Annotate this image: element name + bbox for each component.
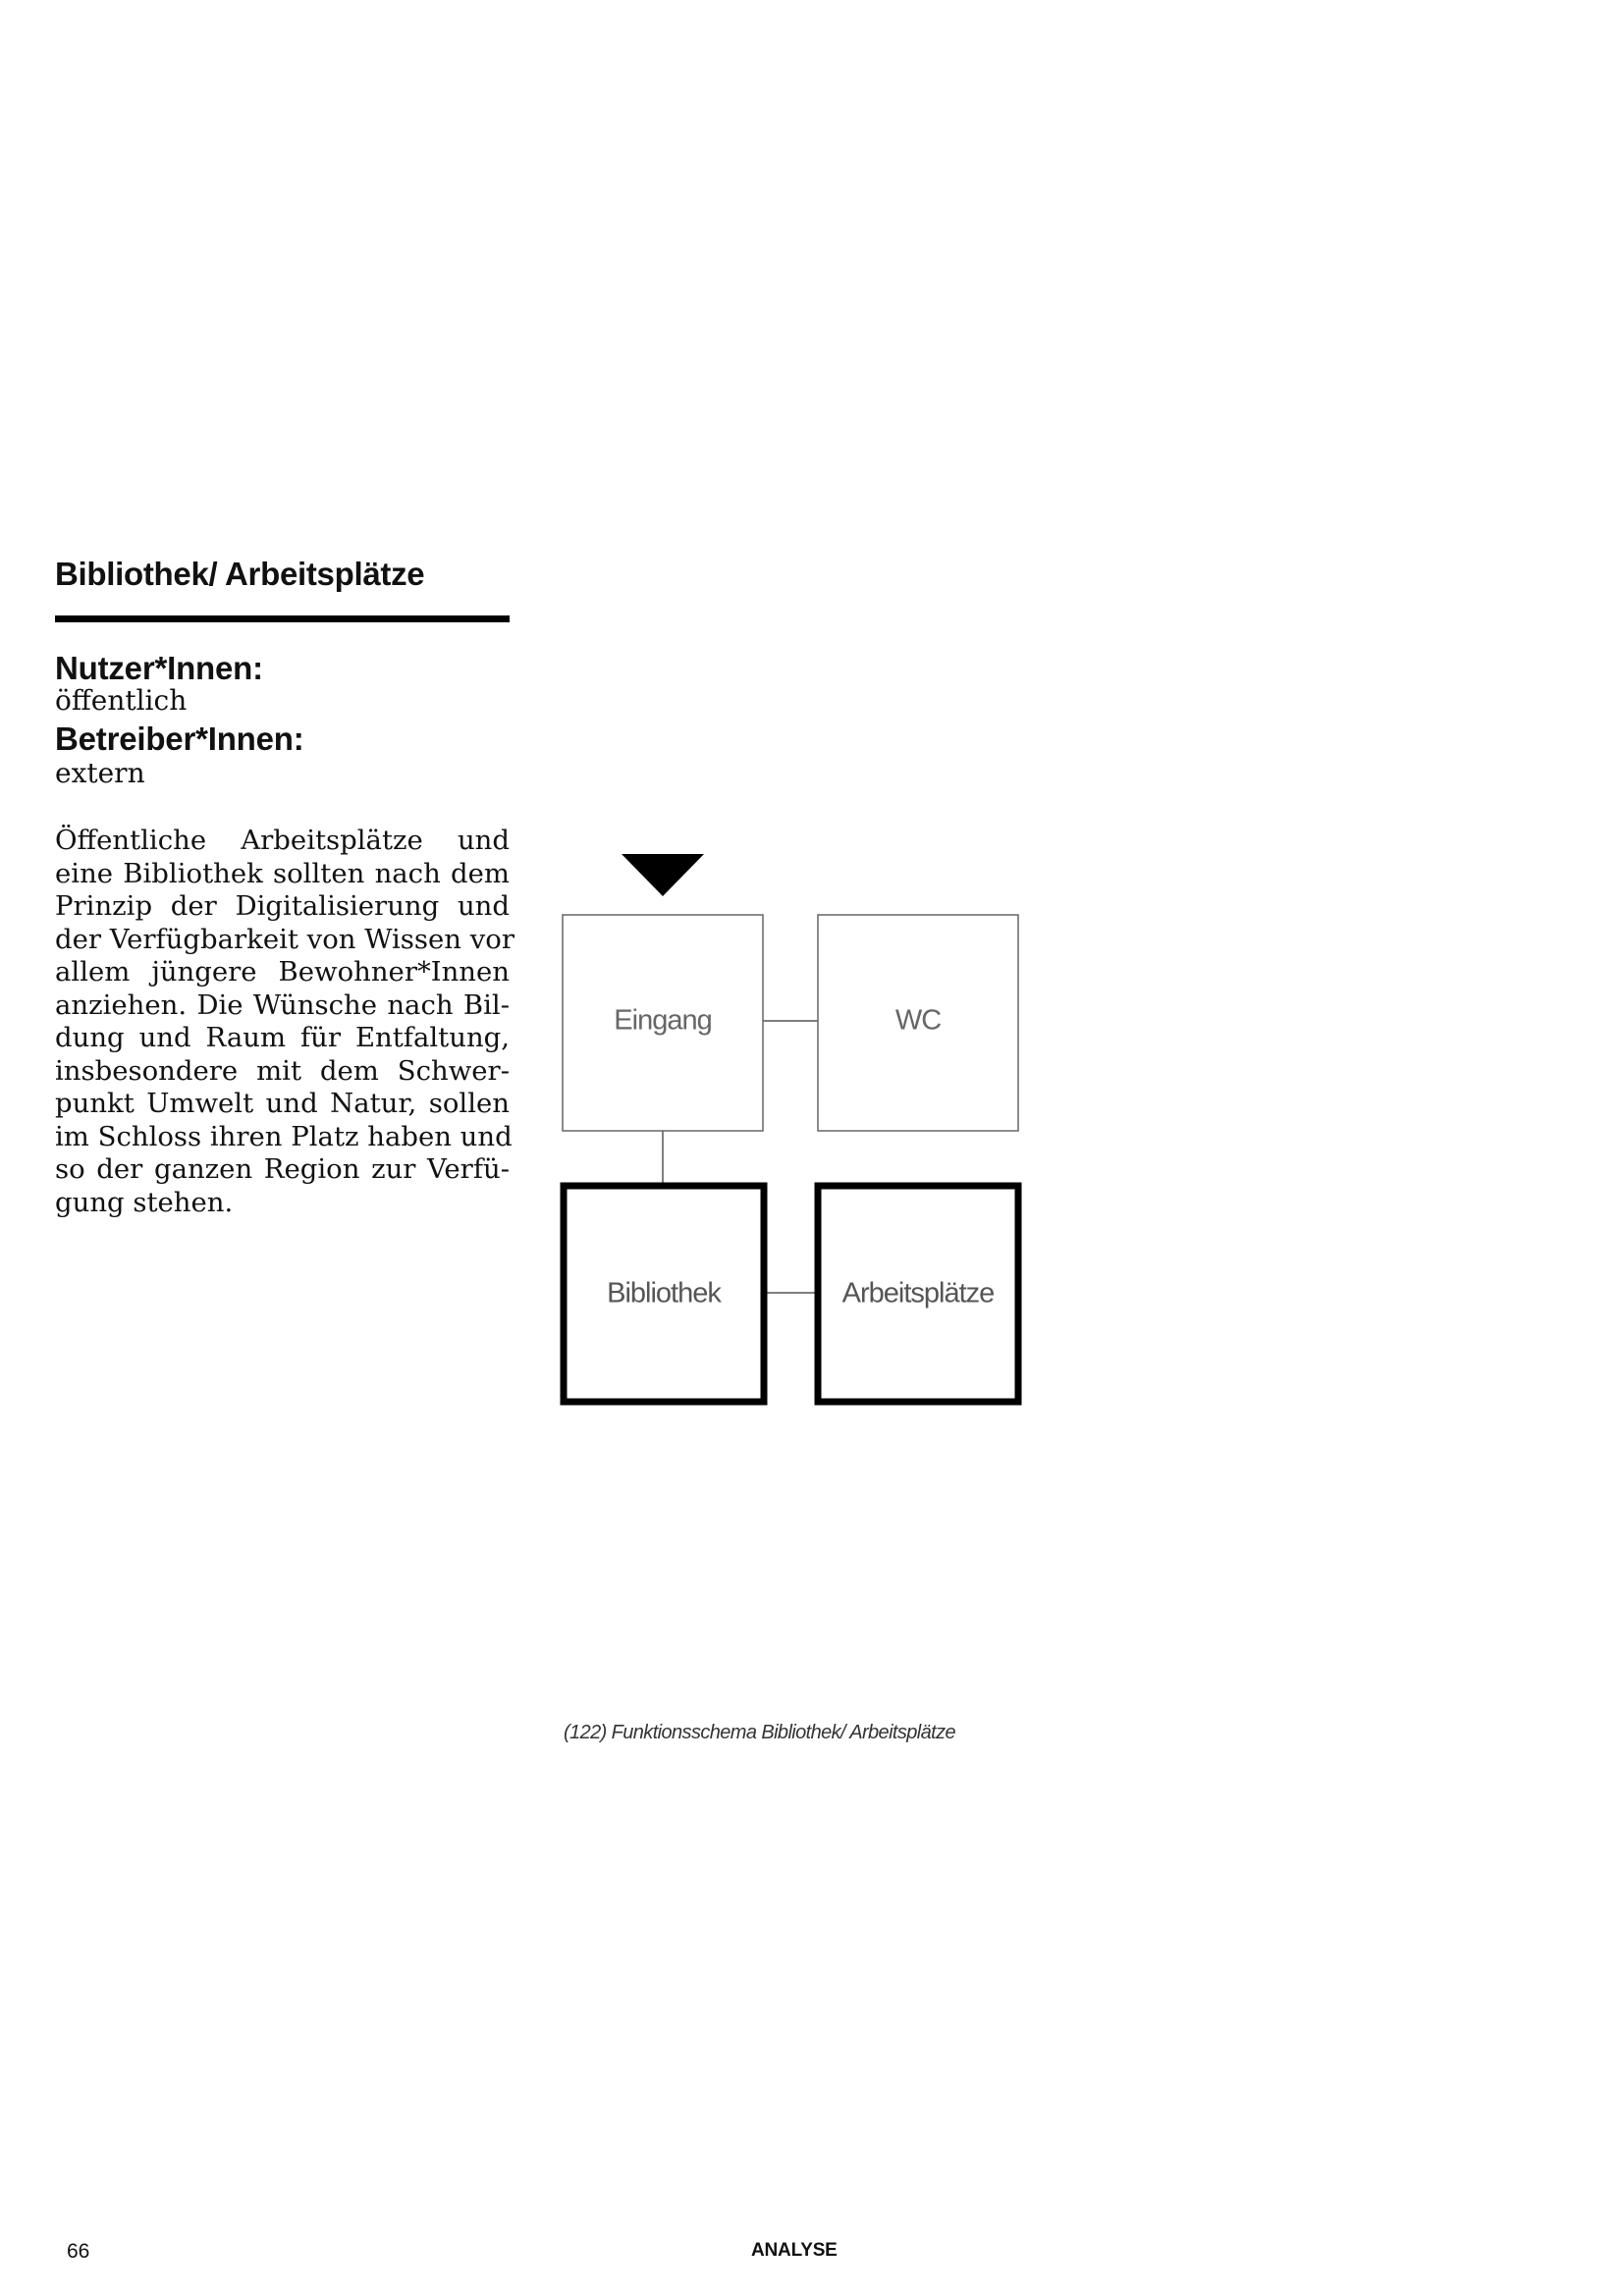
box-entrance [563,915,763,1131]
body-line: der Verfügbarkeit von Wissen vor [55,923,514,955]
figure-caption: (122) Funktionsschema Bibliothek/ Arbeitsplätze [564,1722,956,1743]
section-title: Bibliothek/ Arbeitsplätze [55,556,425,592]
box-wc [818,915,1018,1131]
body-line: insbesondere mit dem Schwer- [55,1054,510,1087]
box-library [564,1186,764,1402]
body-line: eine Bibliothek sollten nach dem [55,857,510,889]
body-line: so der ganzen Region zur Verfü- [55,1153,510,1185]
box-label-library: Bibliothek [607,1277,721,1309]
box-label-entrance: Eingang [614,1004,712,1037]
users-label: Nutzer*Innen: [55,650,263,686]
section-name: ANALYSE [751,2240,838,2261]
body-line: Öffentliche Arbeitsplätze und [55,825,510,856]
box-label-workspaces: Arbeitsplätze [841,1277,995,1309]
operators-value: extern [55,757,145,789]
body-line: allem jüngere Bewohner*Innen [55,956,510,988]
body-line: anziehen. Die Wünsche nach Bil- [55,988,510,1021]
body-line: Prinzip der Digitalisierung und [55,890,510,922]
box-label-wc: WC [894,1004,942,1037]
title-rule [55,615,510,622]
operators-label: Betreiber*Innen: [55,721,304,757]
function-diagram [550,844,1041,1414]
body-line: gung stehen. [55,1186,234,1218]
users-value: öffentlich [55,684,188,717]
box-workspaces [818,1186,1018,1402]
body-line: im Schloss ihren Platz haben und [55,1120,513,1152]
body-line: punkt Umwelt und Natur, sollen [55,1088,510,1119]
page-number: 66 [67,2240,90,2263]
body-line: dung und Raum für Entfaltung, [55,1022,510,1053]
triangle-down-icon [622,854,704,896]
body-paragraph [55,825,514,1219]
